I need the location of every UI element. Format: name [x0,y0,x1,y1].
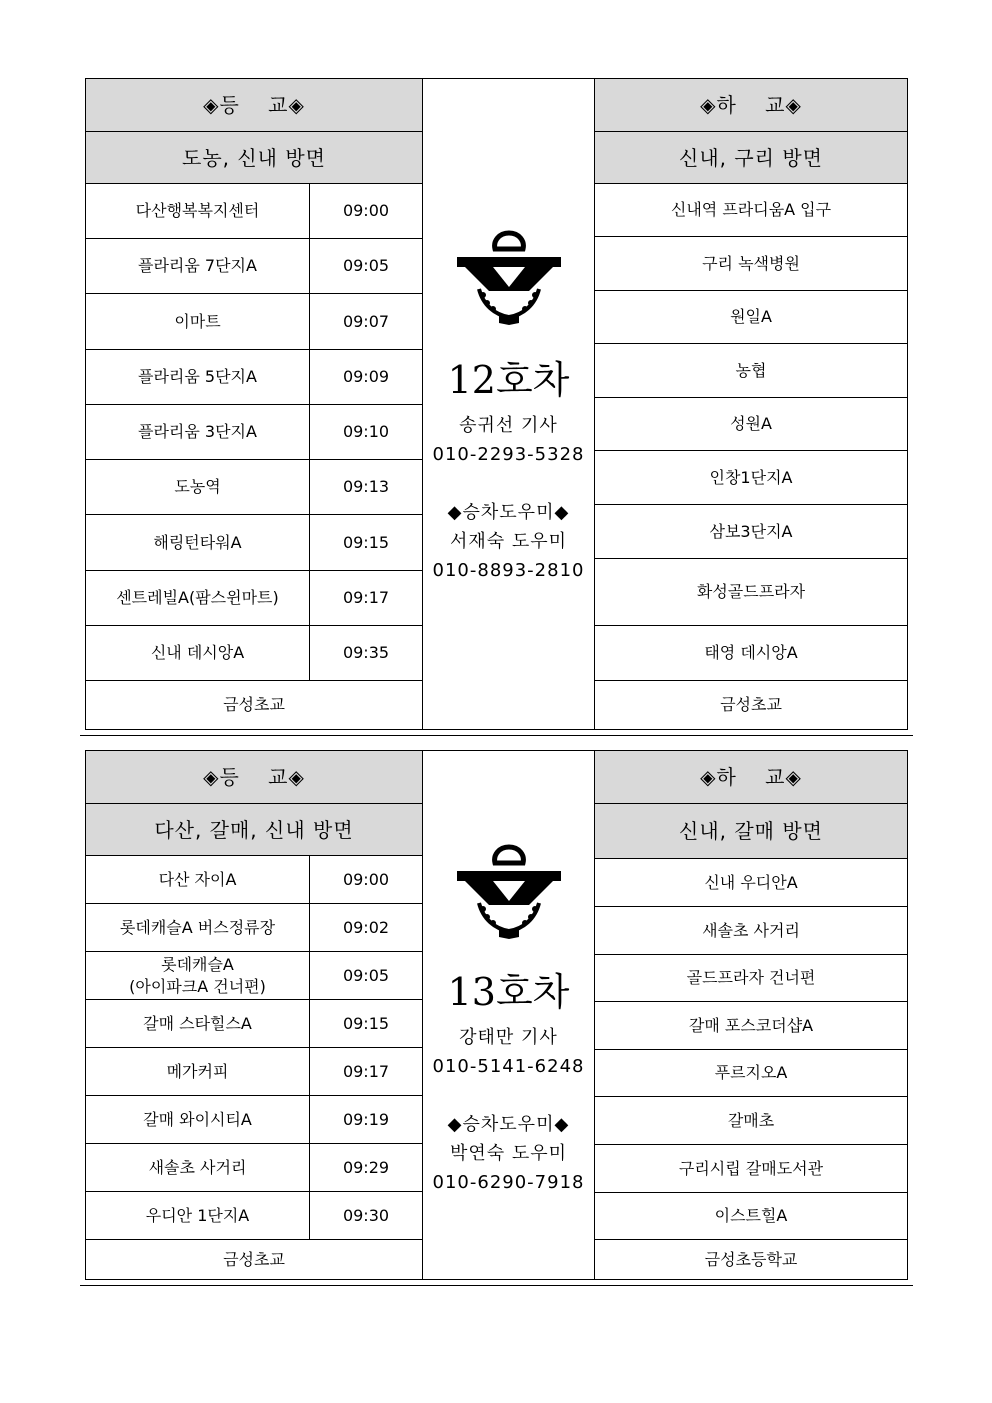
departure-table [85,750,423,1280]
stop-row [86,460,422,515]
school-logo-icon [453,229,565,325]
stop-time: 09:07 [342,311,390,331]
driver-name: 송귀선 기사 [459,415,558,436]
bus-info-panel [422,78,595,730]
return-direction-text: 신내, 갈매 방면 [679,819,823,843]
stop-row [86,294,422,350]
return-stop [595,1050,907,1097]
stop-time: 09:35 [342,643,390,662]
stop-time: 09:09 [342,367,390,386]
departure-header [86,79,422,132]
stop-row [86,350,422,405]
return-stop [595,955,907,1002]
stop-name: 플라리움 3단지A [86,405,310,459]
bus-number: 13호차 [447,970,570,1014]
section-divider [80,735,913,736]
departure-header-text: ◈등 교◈ [203,93,305,117]
stop-time: 09:05 [342,256,390,275]
bus-12-schedule [85,78,908,730]
stop-row [86,184,422,239]
return-stop-name: 이스트힐A [714,1206,788,1225]
return-table [594,78,908,730]
return-stop-name: 인창1단지A [709,467,793,487]
helper-phone: 010-6290-7918 [432,1172,585,1193]
return-stop [595,505,907,559]
stop-name: 다산 자이A [86,856,310,903]
helper-label: ◆승차도우미◆ [447,1114,570,1135]
return-stop [595,184,907,237]
helper-label: ◆승차도우미◆ [447,502,570,523]
return-stop [595,859,907,907]
helper-name: 서재숙 도우미 [449,531,568,552]
stop-time: 09:30 [342,1205,390,1225]
return-stop-name: 구리 녹색병원 [702,253,800,273]
stop-name: 플라리움 7단지A [86,239,310,293]
school-logo-icon [453,843,565,939]
section-divider [80,1285,913,1286]
stop-name: 갈매 스타힐스A [86,1000,310,1047]
return-stop-name: 성원A [730,414,772,433]
driver-phone: 010-2293-5328 [432,444,585,465]
stop-time: 09:17 [342,588,390,607]
return-stop [595,907,907,955]
return-stop-name: 화성골드프라자 [696,582,806,601]
stop-name: 우디안 1단지A [86,1192,310,1239]
return-stop [595,451,907,505]
return-stop [595,1193,907,1240]
bus-number: 12호차 [447,358,570,402]
return-stop [595,344,907,398]
destination-row [86,1240,422,1279]
stop-time: 09:15 [342,1013,390,1033]
destination-text: 금성초등학교 [704,1249,798,1269]
stop-name: 새솔초 사거리 [86,1144,310,1191]
stop-name: 신내 데시앙A [86,626,310,680]
return-stop-name: 골드프라자 건너편 [686,968,816,987]
stop-name: 롯데캐슬A (아이파크A 건너편) [86,952,310,999]
stop-name: 메가커피 [86,1048,310,1095]
departure-direction [86,804,422,856]
stop-name: 롯데캐슬A 버스정류장 [86,904,310,951]
stop-time: 09:17 [342,1061,390,1081]
stop-name: 갈매 와이시티A [86,1096,310,1143]
departure-header-text: ◈등 교◈ [203,765,305,789]
stop-time: 09:29 [342,1157,390,1177]
stop-row [86,856,422,904]
return-stop [595,626,907,681]
return-stop [595,1002,907,1050]
destination-text: 금성초교 [720,695,782,714]
return-stop-name: 삼보3단지A [709,521,793,541]
stop-row [86,405,422,460]
destination-text: 금성초교 [223,1249,285,1269]
return-stop-name: 신내역 프라디움A 입구 [670,200,832,219]
driver-phone: 010-5141-6248 [432,1056,585,1077]
return-stop [595,291,907,344]
return-direction [595,132,907,184]
stop-row [86,626,422,681]
destination-text: 금성초교 [223,695,285,714]
return-stop [595,398,907,451]
departure-direction-text: 도농, 신내 방면 [182,145,326,170]
driver-name: 강태만 기사 [459,1027,558,1048]
stop-time: 09:00 [342,869,390,889]
return-header-text: ◈하 교◈ [700,765,802,789]
stop-row [86,571,422,626]
bus-info-panel [422,750,595,1280]
return-header [595,79,907,132]
stop-row [86,1048,422,1096]
stop-time: 09:05 [342,965,390,985]
helper-name: 박연숙 도우미 [449,1143,568,1164]
stop-time: 09:19 [342,1109,390,1129]
stop-time: 09:15 [342,532,390,552]
stop-name: 플라리움 5단지A [86,350,310,404]
stop-row [86,1144,422,1192]
return-stop-name: 태영 데시앙A [704,643,798,662]
departure-direction-text: 다산, 갈매, 신내 방면 [154,817,354,842]
bus-13-schedule [85,750,908,1280]
return-direction [595,804,907,859]
return-stop [595,559,907,626]
return-stop-name: 푸르지오A [714,1063,788,1082]
stop-row [86,515,422,571]
destination-row [595,1240,907,1279]
return-header [595,751,907,804]
stop-name: 도농역 [86,460,310,514]
return-header-text: ◈하 교◈ [700,93,802,117]
stop-time: 09:10 [342,422,390,441]
return-stop-name: 원일A [730,307,772,326]
return-stop [595,237,907,291]
stop-row [86,904,422,952]
stop-name: 다산행복복지센터 [86,184,310,238]
stop-row [86,952,422,1000]
stop-name: 센트레빌A(팜스윈마트) [86,571,310,625]
return-stop-name: 구리시립 갈매도서관 [678,1158,824,1178]
stop-time: 09:02 [342,917,390,937]
stop-row [86,1096,422,1144]
destination-row [86,681,422,729]
stop-time: 09:13 [342,477,390,496]
return-stop-name: 갈매 포스코더샵A [688,1015,814,1035]
departure-header [86,751,422,804]
return-stop-name: 새솔초 사거리 [702,920,800,940]
departure-direction [86,132,422,184]
return-stop-name: 농협 [735,360,767,380]
stop-name: 해링턴타워A [86,515,310,570]
destination-row [595,681,907,729]
return-stop-name: 신내 우디안A [704,872,798,892]
helper-phone: 010-8893-2810 [432,560,585,581]
stop-time: 09:00 [342,201,390,220]
stop-name: 이마트 [86,294,310,349]
return-direction-text: 신내, 구리 방면 [679,145,823,170]
departure-table [85,78,423,730]
stop-row [86,239,422,294]
return-stop [595,1097,907,1145]
stop-row [86,1000,422,1048]
return-stop-name: 갈매초 [727,1110,775,1130]
return-table [594,750,908,1280]
stop-row [86,1192,422,1240]
return-stop [595,1145,907,1193]
